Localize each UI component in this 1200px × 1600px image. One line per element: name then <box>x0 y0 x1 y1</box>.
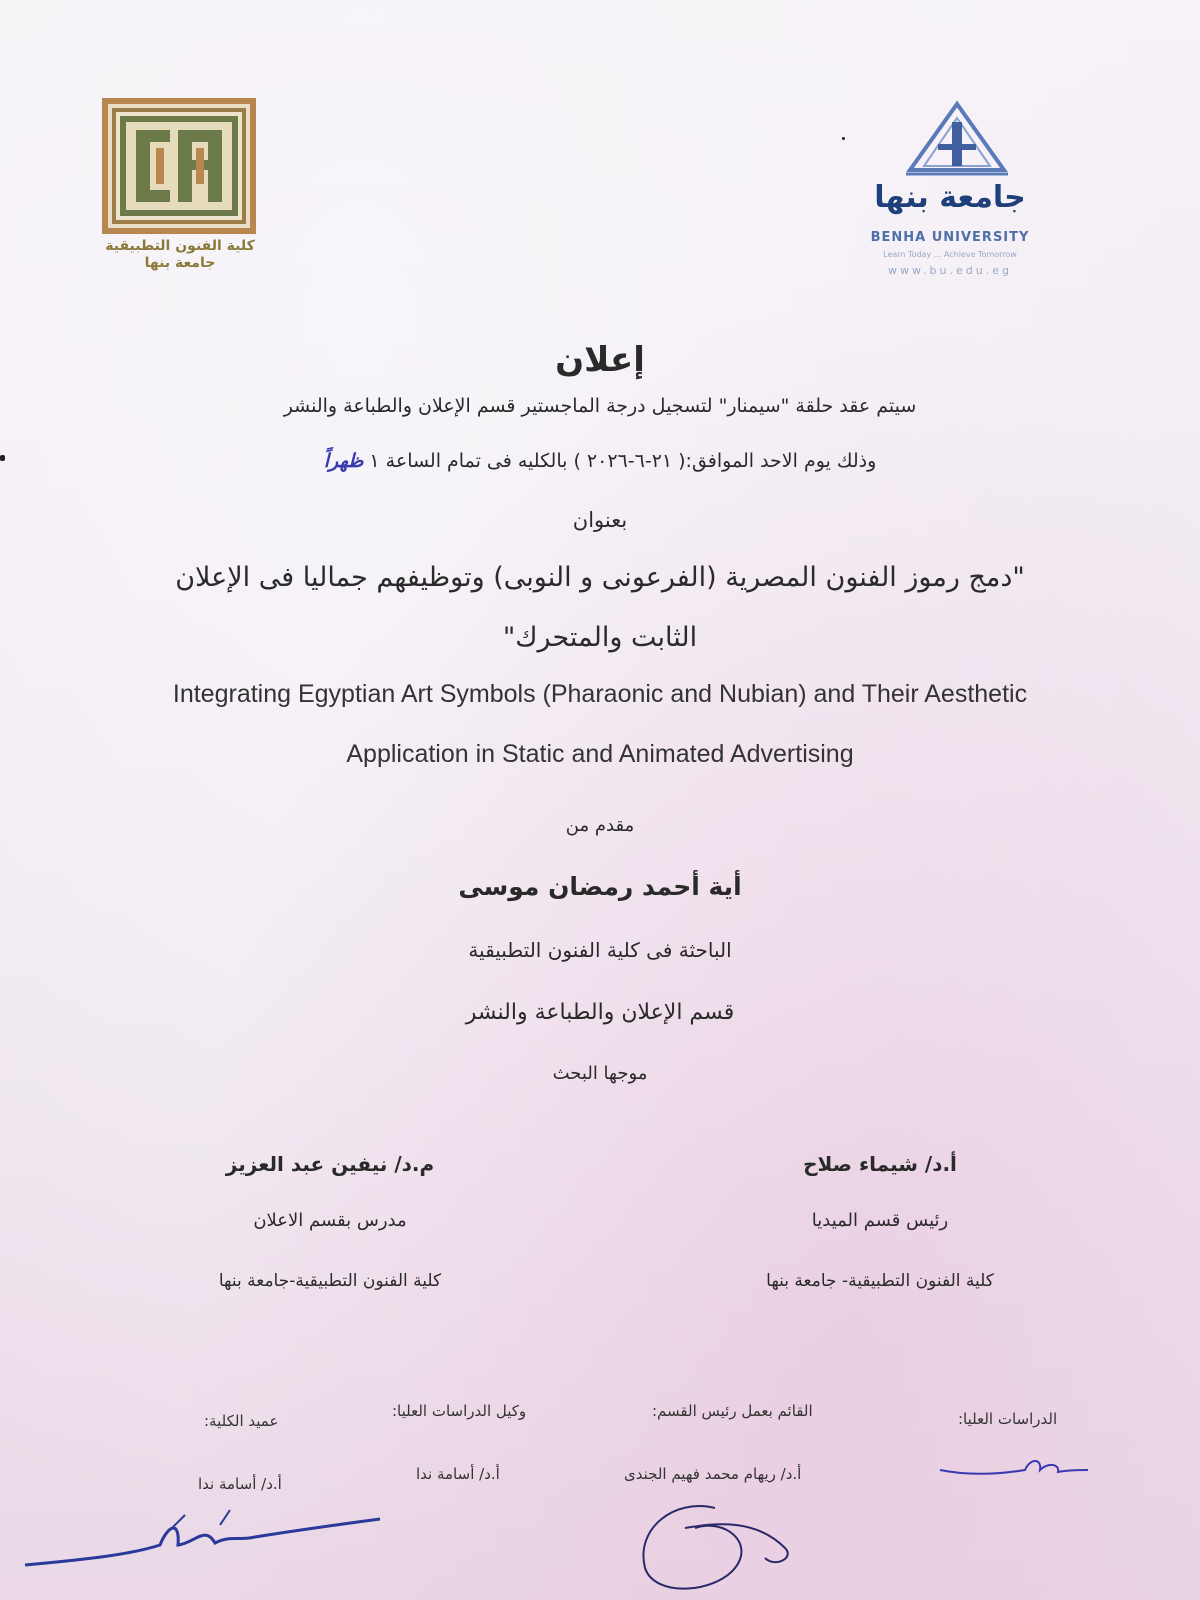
signatory-name: أ.د/ أسامة ندا <box>416 1465 500 1483</box>
signatory-label: القائم بعمل رئيس القسم: <box>652 1402 813 1420</box>
researcher-role: الباحثة فى كلية الفنون التطبيقية <box>468 938 732 962</box>
paper-speck <box>842 137 845 140</box>
supervisors-label: موجها البحث <box>552 1063 648 1084</box>
supervisor-position: رئيس قسم الميديا <box>811 1210 949 1231</box>
date-line-text: وذلك يوم الاحد الموافق:( ٢١-٦-٢٠٢٦ ) بالكليه فى تمام الساعة ١ <box>369 450 877 472</box>
signatory-name: أ.د/ أسامة ندا <box>198 1475 282 1493</box>
faculty-logo-caption: كلية الفنون التطبيقية جامعة بنها <box>105 238 255 271</box>
thesis-title-ar-line2: الثابت والمتحرك" <box>502 622 698 653</box>
signatory-name: أ.د/ ريهام محمد فهيم الجندى <box>624 1465 802 1483</box>
benha-university-logo-icon <box>902 100 1012 178</box>
seminar-line: سيتم عقد حلقة "سيمنار" لتسجيل درجة الماجستير قسم الإعلان والطباعة والنشر <box>283 395 917 417</box>
university-name-en: BENHA UNIVERSITY <box>870 230 1030 245</box>
university-name-ar: جامعة بنها <box>874 180 1026 215</box>
supervisor-institution: كلية الفنون التطبيقية-جامعة بنها <box>218 1271 442 1291</box>
thesis-title-en-line2: Application in Static and Animated Advertising <box>346 740 854 768</box>
university-tagline: Learn Today ... Achieve Tomorrow <box>883 250 1017 259</box>
signatory-label: عميد الكلية: <box>204 1412 279 1430</box>
university-website: www.bu.edu.eg <box>888 264 1012 277</box>
signature-icon <box>20 1505 390 1575</box>
thesis-title-en-line1: Integrating Egyptian Art Symbols (Pharaonic and Nubian) and Their Aesthetic <box>172 680 1028 708</box>
supervisor-name: م.د/ نيفين عبد العزيز <box>225 1152 435 1176</box>
signatory-label: وكيل الدراسات العليا: <box>392 1402 527 1420</box>
supervisor-name: أ.د/ شيماء صلاح <box>803 1152 957 1176</box>
announcement-title: إعلان <box>555 340 645 380</box>
faculty-logo-icon <box>100 96 258 236</box>
date-line <box>0 450 1200 472</box>
supervisor-institution: كلية الفنون التطبيقية- جامعة بنها <box>766 1271 994 1291</box>
supervisor-position: مدرس بقسم الاعلان <box>253 1210 407 1231</box>
supervisor-block <box>700 1152 1060 1291</box>
presented-by-label: مقدم من <box>565 815 635 836</box>
supervisor-block <box>150 1152 510 1291</box>
handwritten-time: ظهراً <box>323 450 364 472</box>
researcher-name: أية أحمد رمضان موسى <box>458 872 742 901</box>
signatory-label: الدراسات العليا: <box>958 1410 1058 1428</box>
thesis-title-ar-line1: "دمج رموز الفنون المصرية (الفرعونى و النوبى) وتوظيفهم جماليا فى الإعلان <box>175 562 1025 593</box>
titled-label: بعنوان <box>572 508 628 532</box>
signature-icon <box>930 1440 1090 1490</box>
researcher-department: قسم الإعلان والطباعة والنشر <box>465 1000 735 1025</box>
signature-icon <box>625 1488 825 1598</box>
